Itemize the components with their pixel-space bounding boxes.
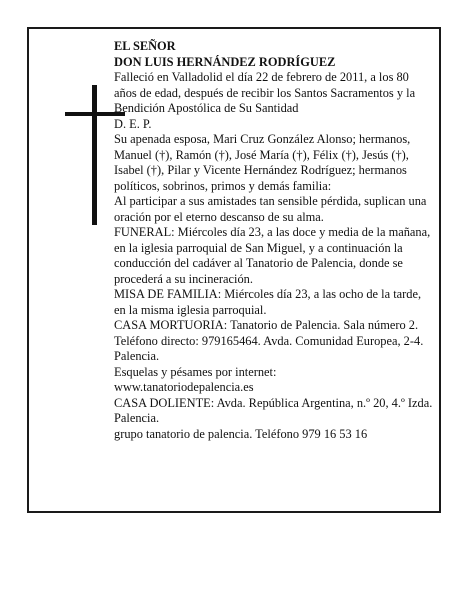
- deceased-title: EL SEÑOR: [114, 39, 176, 53]
- cross-vertical-bar: [92, 85, 97, 225]
- death-details: Falleció en Valladolid el día 22 de febrero de 2011, a los 80 años de edad, después de recibir los Santos Sacramentos y la Bendición Apostólica de Su Santidad: [114, 70, 416, 115]
- rest-in-peace: D. E. P.: [114, 116, 152, 131]
- family-mass-details: MISA DE FAMILIA: Miércoles día 23, a las ocho de la tarde, en la misma iglesia parroquial.: [114, 287, 422, 317]
- prayer-request: Al participar a sus amistades tan sensible pérdida, suplican una oración por el eterno descanso de su alma.: [114, 194, 427, 224]
- internet-condolences-label: Esquelas y pésames por internet:: [114, 364, 277, 379]
- obituary-text: [114, 39, 434, 442]
- deceased-name: DON LUIS HERNÁNDEZ RODRÍGUEZ: [114, 54, 336, 69]
- funeral-home-footer: grupo tanatorio de palencia. Teléfono 979 16 53 16: [114, 426, 368, 441]
- funeral-details: FUNERAL: Miércoles día 23, a las doce y media de la mañana, en la iglesia parroquial de San Miguel, y a continuación la conducción del cadáver al Tanatorio de Palencia, donde se procederá a su incineración.: [114, 225, 431, 286]
- family-list: Su apenada esposa, Mari Cruz González Alonso; hermanos, Manuel (†), Ramón (†), José María (†), Félix (†), Jesús (†), Isabel (†), Pilar y Vicente Hernández Rodríguez; hermanos políticos, sobrinos, primos y demás familia:: [114, 132, 411, 193]
- mortuary-details: CASA MORTUORIA: Tanatorio de Palencia. Sala número 2. Teléfono directo: 979165464. Avda. Comunidad Europea, 2-4. Palencia.: [114, 318, 424, 363]
- grieving-house-details: CASA DOLIENTE: Avda. República Argentina, n.º 20, 4.º Izda. Palencia.: [114, 395, 433, 425]
- website-text: www.tanatoriodepalencia.es: [114, 380, 254, 394]
